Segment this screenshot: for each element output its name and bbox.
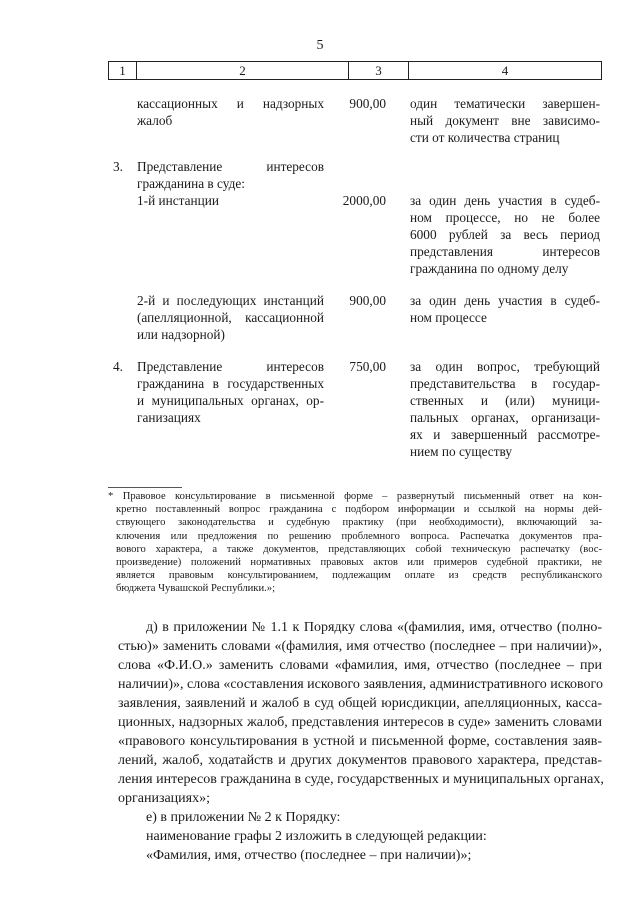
body-text-line: ления интересов гражданина в суде, государственных и муниципальных органах, [118, 772, 604, 787]
service-text: 1-й инстанции [137, 193, 219, 208]
unit-text: ном процессе, но не более [410, 210, 600, 225]
service-text: гражданина в государственных [137, 376, 324, 391]
unit-text: один тематически завершен- [410, 96, 600, 111]
footnote-line: ствующего законодательства и судебную практику (при необходимости), включающий за- [116, 517, 602, 529]
service-text: или надзорной) [137, 327, 225, 342]
unit-text: представительства в государ- [410, 376, 600, 391]
body-text-line: д) в приложении № 1.1 к Порядку слова «(фамилия, имя, отчество (полно- [146, 620, 602, 635]
price-value: 750,00 [349, 359, 386, 374]
unit-text: представления интересов [410, 244, 600, 259]
service-text: 2-й и последующих инстанций [137, 293, 324, 308]
unit-text: ях и завершенный рассмотре- [410, 427, 600, 442]
price-value: 2000,00 [342, 193, 386, 208]
unit-text: ном процессе [410, 310, 487, 325]
body-text-line: «правового консультирования в устной и письменной форме, составления заяв- [118, 734, 602, 749]
unit-text: за один день участия в судеб- [410, 293, 600, 308]
service-text: гражданина в суде: [137, 176, 245, 191]
service-text: и муниципальных органах, ор- [137, 393, 324, 408]
body-text-line: е) в приложении № 2 к Порядку: [146, 810, 341, 825]
unit-text: ный документ вне зависимо- [410, 113, 600, 128]
footnote-line: бюджета Чувашской Республики.»; [116, 583, 276, 595]
unit-text: нием по существу [410, 444, 512, 459]
unit-text: ственных и (или) муници- [410, 393, 600, 408]
column-number-4: 4 [408, 62, 602, 79]
footnote-line: произведение) положений нормативных правовых актов или примеров судебной практики, не [116, 556, 602, 568]
column-number-3: 3 [348, 62, 408, 79]
column-number-1: 1 [108, 62, 136, 79]
service-text: (апелляционной, кассационной [137, 310, 324, 325]
body-text-line: «Фамилия, имя, отчество (последнее – при наличии)»; [146, 848, 472, 863]
service-text: ганизациях [137, 410, 201, 425]
service-text: жалоб [137, 113, 173, 128]
body-text-line: организациях»; [118, 791, 210, 806]
price-value: 900,00 [349, 293, 386, 308]
footnote-line: является правовым консультированием, подлежащим оплате из средств республиканского [116, 570, 602, 582]
unit-text: за один день участия в судеб- [410, 193, 600, 208]
page-number: 5 [316, 38, 324, 53]
body-text-line: заявления, заявлений и жалоб в суд общей юрисдикции, апелляционных, касса- [118, 696, 602, 711]
price-value: 900,00 [349, 96, 386, 111]
service-text: Представление интересов [137, 159, 324, 174]
body-text-line: лений, жалоб, ходатайств и других документов правового характера, представ- [118, 753, 602, 768]
body-text-line: наименование графы 2 изложить в следующей редакции: [146, 829, 487, 844]
row-number: 4. [113, 359, 123, 374]
unit-text: за один вопрос, требующий [410, 359, 600, 374]
unit-text: гражданина по одному делу [410, 261, 569, 276]
unit-text: сти от количества страниц [410, 130, 560, 145]
unit-text: пальных органах, организаци- [410, 410, 600, 425]
body-text-line: ционных, надзорных жалоб, представления интересов в суде» заменить словами [118, 715, 602, 730]
footnote [108, 490, 602, 596]
body-text-line: наличии)», слова «составления искового заявления, административного искового [118, 677, 603, 692]
body-text-line: стью)» заменить словами «(фамилия, имя отчество (последнее – при наличии)», [118, 639, 602, 654]
service-text: Представление интересов [137, 359, 324, 374]
footnote-line: вового характера, а также документов, представляющих собой техническую распечатку (вос- [116, 543, 602, 555]
column-number-2: 2 [136, 62, 348, 79]
footnote-separator [108, 487, 182, 488]
footnote-line: кретно поставленный вопрос гражданина с подбором информации и ссылкой на нормы дей- [116, 504, 602, 516]
table-column-header [108, 61, 602, 80]
service-text: кассационных и надзорных [137, 96, 324, 111]
footnote-line: ключения или предложения по решению проблемного вопроса. Распечатка документов пра- [116, 530, 602, 542]
body-text-line: слова «Ф.И.О.» заменить словами «фамилия, имя, отчество (последнее – при [118, 658, 602, 673]
footnote-line: * Правовое консультирование в письменной форме – развернутый письменный ответ на кон- [108, 491, 602, 502]
row-number: 3. [113, 159, 123, 174]
unit-text: 6000 рублей за весь период [410, 227, 600, 242]
